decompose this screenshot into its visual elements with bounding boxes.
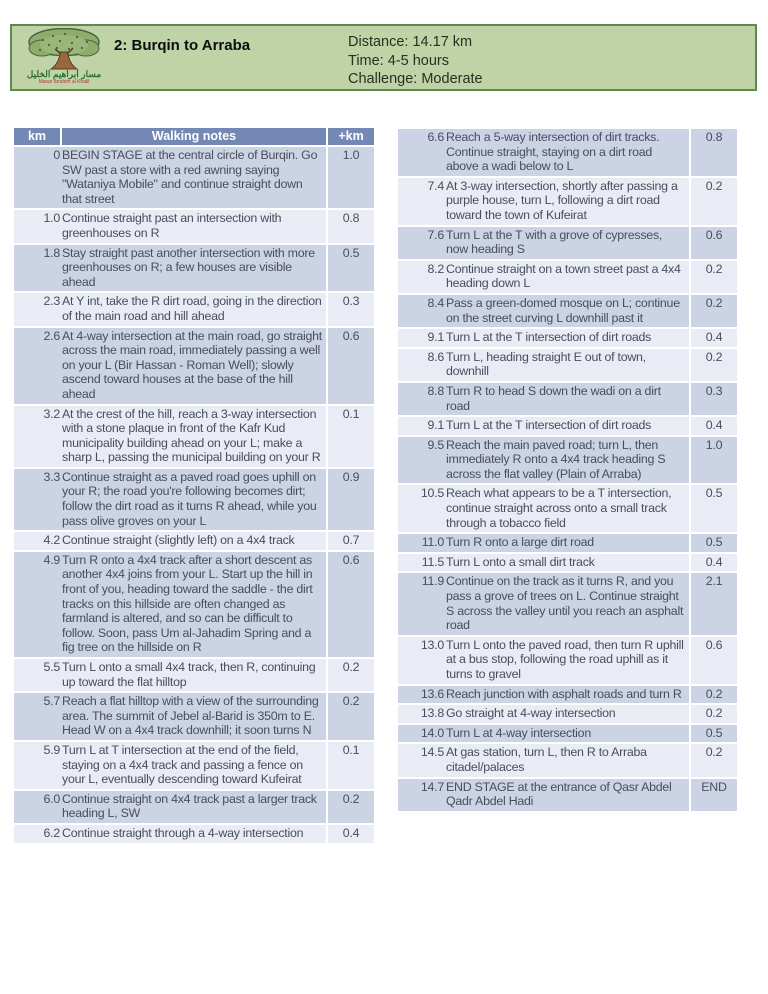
km-cell: 14.7 <box>420 779 444 794</box>
km-note-cells <box>14 791 326 823</box>
stage-challenge: Challenge: Moderate <box>348 71 483 87</box>
note-cell: Stay straight past another intersection with more greenhouses on R; a few houses are visible ahead <box>62 245 315 289</box>
km-note-cells <box>398 573 689 634</box>
km-cell: 9.1 <box>427 418 444 433</box>
plus-km-cell: 0.7 <box>328 532 374 550</box>
stage-banner <box>10 24 757 91</box>
stage-distance: Distance: 14.17 km <box>348 34 473 50</box>
km-cell: 0 <box>53 148 60 162</box>
plus-km-cell: 0.3 <box>328 293 374 325</box>
km-note-cells <box>14 245 326 292</box>
plus-km-cell: 0.2 <box>328 693 374 740</box>
plus-km-cell: END <box>691 779 737 811</box>
km-note-cells <box>398 744 689 776</box>
note-cell: BEGIN STAGE at the central circle of Burqin. Go SW past a store with a red awning saying "Wataniya Mobile" and continue straight down that street <box>62 148 318 206</box>
table-row <box>14 328 374 404</box>
stage-title: 2: Burqin to Arraba <box>114 37 251 54</box>
note-cell: At 3-way intersection, shortly after passing a purple house, turn L, following a dirt road toward the town of Kufeirat <box>446 178 678 222</box>
table-row <box>14 659 374 691</box>
table-row <box>398 178 737 225</box>
masar-ibrahim-logo <box>20 27 108 85</box>
plus-km-cell: 0.4 <box>328 825 374 843</box>
note-cell: At the crest of the hill, reach a 3-way intersection with a stone plaque in front of the Kafr Kud municipality building ahead on your L; make a sharp L, passing the municipal building on your R <box>62 406 321 465</box>
km-cell: 9.1 <box>427 330 444 345</box>
table-row <box>398 573 737 634</box>
plus-km-cell: 1.0 <box>691 437 737 484</box>
table-row <box>398 534 737 552</box>
notes-column-header: Walking notes <box>62 128 326 145</box>
km-note-cells <box>398 725 689 743</box>
km-note-cells <box>14 659 326 691</box>
km-note-cells <box>398 485 689 532</box>
note-cell: Turn R onto a 4x4 track after a short descent as another 4x4 joins from your L. Start up the hill in front of you, heading toward the saddle - the dirt tracks on this hillside are often changed as farmland is altered, and so can be difficult to follow. Soon, pass Um al-Jahadim Spring and a fig tree on the hillside on R <box>62 552 313 655</box>
note-cell: Turn L onto a small dirt track <box>446 554 595 569</box>
table-row <box>14 825 374 843</box>
plus-km-cell: 0.5 <box>691 485 737 532</box>
km-cell: 5.5 <box>43 660 60 674</box>
km-cell: 5.9 <box>43 742 60 757</box>
plus-km-cell: 0.8 <box>328 210 374 242</box>
table-row <box>398 227 737 259</box>
table-row <box>398 295 737 327</box>
note-cell: Continue straight on a town street past a 4x4 heading down L <box>446 261 681 291</box>
note-cell: Continue straight through a 4-way intersection <box>62 825 304 840</box>
note-cell: Reach the main paved road; turn L, then immediately R onto a 4x4 track heading S across the flat valley (Plain of Arraba) <box>446 437 666 481</box>
km-cell: 1.0 <box>43 211 60 226</box>
km-cell: 7.4 <box>427 178 444 193</box>
km-cell: 1.8 <box>43 245 60 260</box>
plus-km-cell: 0.6 <box>328 552 374 657</box>
km-cell: 6.6 <box>427 130 444 144</box>
plus-km-cell: 0.2 <box>691 349 737 381</box>
km-cell: 10.5 <box>420 486 444 501</box>
plus-km-cell: 0.5 <box>328 245 374 292</box>
note-cell: Turn L at the T intersection of dirt roads <box>446 418 652 433</box>
km-note-cells <box>398 437 689 484</box>
km-note-cells <box>14 825 326 843</box>
km-cell: 8.2 <box>427 261 444 276</box>
plus-km-cell: 0.3 <box>691 383 737 415</box>
km-cell: 9.5 <box>427 437 444 452</box>
plus-km-cell: 0.2 <box>691 686 737 704</box>
walking-notes-table-left <box>14 128 374 845</box>
plus-km-cell: 1.0 <box>328 147 374 208</box>
plus-km-cell: 0.6 <box>691 227 737 259</box>
table-row <box>14 147 374 208</box>
km-note-cells <box>398 178 689 225</box>
km-cell: 13.6 <box>420 686 444 701</box>
km-cell: 7.6 <box>427 227 444 242</box>
note-cell: Turn L, heading straight E out of town, downhill <box>446 349 646 379</box>
logo-english-text: Masar Ibrahim al Khalil <box>38 79 90 85</box>
km-cell: 11.5 <box>421 554 444 569</box>
table-row <box>398 686 737 704</box>
km-note-cells <box>398 534 689 552</box>
table-row <box>14 791 374 823</box>
km-note-cells <box>398 705 689 723</box>
km-note-cells <box>14 147 326 208</box>
km-cell: 14.5 <box>420 745 444 760</box>
km-note-cells <box>14 469 326 530</box>
note-cell: Turn L onto a small 4x4 track, then R, continuing up toward the flat hilltop <box>62 660 316 689</box>
note-cell: Continue straight as a paved road goes uphill on your R; the road you're following becomes dirt; follow the dirt road as it turns R ahead, while you pass olive groves on your L <box>62 469 317 528</box>
km-note-cells <box>14 328 326 404</box>
km-cell: 8.8 <box>427 383 444 398</box>
km-note-cells <box>398 637 689 684</box>
km-cell: 3.3 <box>43 469 60 484</box>
km-note-cells <box>398 129 689 176</box>
table-row <box>398 329 737 347</box>
table-row <box>398 437 737 484</box>
note-cell: Turn R to head S down the wadi on a dirt road <box>446 383 661 413</box>
km-cell: 11.0 <box>421 535 444 550</box>
plus-km-cell: 0.8 <box>691 129 737 176</box>
km-note-cells <box>14 406 326 467</box>
km-cell: 2.3 <box>43 294 60 309</box>
km-cell: 4.9 <box>43 552 60 567</box>
km-cell: 3.2 <box>43 406 60 421</box>
stage-time: Time: 4-5 hours <box>348 52 449 69</box>
note-cell: Turn L at T intersection at the end of the field, staying on a 4x4 track and passing a fence on your L, eventually descending toward Kufeirat <box>62 742 303 787</box>
plus-km-cell: 0.2 <box>691 744 737 776</box>
km-note-cells <box>14 210 326 242</box>
table-row <box>14 406 374 467</box>
table-row <box>14 532 374 550</box>
km-note-cells <box>398 349 689 381</box>
note-cell: Turn R onto a large dirt road <box>446 535 594 550</box>
plus-km-cell: 0.2 <box>691 178 737 225</box>
note-cell: Turn L onto the paved road, then turn R uphill at a bus stop, following the road uphill as it turns to gravel <box>446 637 684 681</box>
km-note-cells <box>14 552 326 657</box>
plus-km-cell: 0.5 <box>691 534 737 552</box>
plus-km-cell: 0.5 <box>691 725 737 743</box>
km-note-cells <box>14 742 326 789</box>
plus-km-cell: 0.1 <box>328 406 374 467</box>
km-cell: 6.0 <box>43 791 60 806</box>
km-note-cells <box>398 261 689 293</box>
km-cell: 4.2 <box>43 533 60 548</box>
logo-arabic-text: مسار ابراهيم الخليل <box>26 69 102 79</box>
note-cell: Continue straight past an intersection with greenhouses on R <box>62 211 282 240</box>
plus-km-cell: 0.6 <box>328 328 374 404</box>
table-row <box>398 705 737 723</box>
table-body-left <box>14 147 374 843</box>
table-row <box>14 293 374 325</box>
plus-km-cell: 0.2 <box>328 659 374 691</box>
table-row <box>398 349 737 381</box>
km-note-cells <box>398 329 689 347</box>
table-row <box>398 417 737 435</box>
table-row <box>14 693 374 740</box>
table-row <box>14 742 374 789</box>
note-cell: Go straight at 4-way intersection <box>446 706 616 721</box>
km-cell: 2.6 <box>43 328 60 343</box>
walking-notes-table-right <box>398 129 737 813</box>
note-cell: At Y int, take the R dirt road, going in the direction of the main road and hill ahead <box>62 294 322 323</box>
km-note-cells <box>398 554 689 572</box>
table-row <box>398 261 737 293</box>
km-note-cells <box>14 293 326 325</box>
table-row <box>14 469 374 530</box>
plus-km-cell: 0.4 <box>691 554 737 572</box>
plus-km-cell: 2.1 <box>691 573 737 634</box>
note-cell: Pass a green-domed mosque on L; continue on the street curving L downhill past it <box>446 295 680 325</box>
note-cell: Continue straight on 4x4 track past a larger track heading L, SW <box>62 791 317 821</box>
km-cell: 8.6 <box>427 349 444 364</box>
note-cell: Turn L at the T with a grove of cypresses, now heading S <box>446 227 663 257</box>
plus-km-cell: 0.2 <box>328 791 374 823</box>
plus-km-cell: 0.4 <box>691 417 737 435</box>
km-note-cells <box>398 295 689 327</box>
table-row <box>398 725 737 743</box>
table-row <box>398 744 737 776</box>
plus-km-cell: 0.2 <box>691 295 737 327</box>
stage-info <box>348 33 483 89</box>
note-cell: Turn L at the T intersection of dirt roads <box>446 330 652 345</box>
plus-km-cell: 0.2 <box>691 705 737 723</box>
note-cell: Turn L at 4-way intersection <box>446 725 591 740</box>
km-note-cells <box>398 227 689 259</box>
note-cell: At 4-way intersection at the main road, go straight across the main road, immediately passing a well on your L (Bir Hassan - Roman Well); slowly ascend toward houses at the base of the hill ahead <box>62 328 322 401</box>
table-body-right <box>398 129 737 811</box>
plus-km-cell: 0.4 <box>691 329 737 347</box>
note-cell: Reach junction with asphalt roads and turn R <box>446 686 682 701</box>
table-row <box>14 552 374 657</box>
km-cell: 11.9 <box>421 574 444 589</box>
km-cell: 5.7 <box>43 694 60 709</box>
note-cell: At gas station, turn L, then R to Arraba citadel/palaces <box>446 745 647 774</box>
km-cell: 6.2 <box>43 825 60 840</box>
km-cell: 14.0 <box>420 725 444 740</box>
km-note-cells <box>14 693 326 740</box>
km-cell: 13.8 <box>420 706 444 721</box>
table-row <box>398 129 737 176</box>
km-column-header: km <box>14 128 60 145</box>
plus-km-column-header: +km <box>328 128 374 145</box>
note-cell: Reach a 5-way intersection of dirt tracks. Continue straight, staying on a dirt road above a wadi below to L <box>446 130 660 174</box>
note-cell: Reach a flat hilltop with a view of the surrounding area. The summit of Jebel al-Barid is 350m to E. Head W on a 4x4 track downhill; it soon turns N <box>62 694 319 738</box>
table-row <box>398 637 737 684</box>
olive-tree-icon <box>20 28 108 70</box>
note-cell: Reach what appears to be a T intersection, continue straight across onto a small track through a tobacco field <box>446 486 672 530</box>
km-note-cells <box>14 532 326 550</box>
table-row <box>398 383 737 415</box>
km-note-cells <box>398 686 689 704</box>
plus-km-cell: 0.2 <box>691 261 737 293</box>
km-cell: 13.0 <box>420 637 444 652</box>
note-cell: END STAGE at the entrance of Qasr Abdel Qadr Abdel Hadi <box>446 779 672 809</box>
km-note-cells <box>398 383 689 415</box>
table-row <box>14 210 374 242</box>
table-row <box>398 485 737 532</box>
note-cell: Continue straight (slightly left) on a 4x4 track <box>62 533 295 548</box>
table-header-row <box>14 128 374 145</box>
table-row <box>14 245 374 292</box>
plus-km-cell: 0.6 <box>691 637 737 684</box>
km-note-cells <box>398 779 689 811</box>
table-row <box>398 554 737 572</box>
km-note-cells <box>398 417 689 435</box>
km-cell: 8.4 <box>427 295 444 310</box>
table-row <box>398 779 737 811</box>
plus-km-cell: 0.9 <box>328 469 374 530</box>
note-cell: Continue on the track as it turns R, and you pass a grove of trees on L. Continue straight S across the valley until you reach an asphalt road <box>446 574 684 633</box>
plus-km-cell: 0.1 <box>328 742 374 789</box>
